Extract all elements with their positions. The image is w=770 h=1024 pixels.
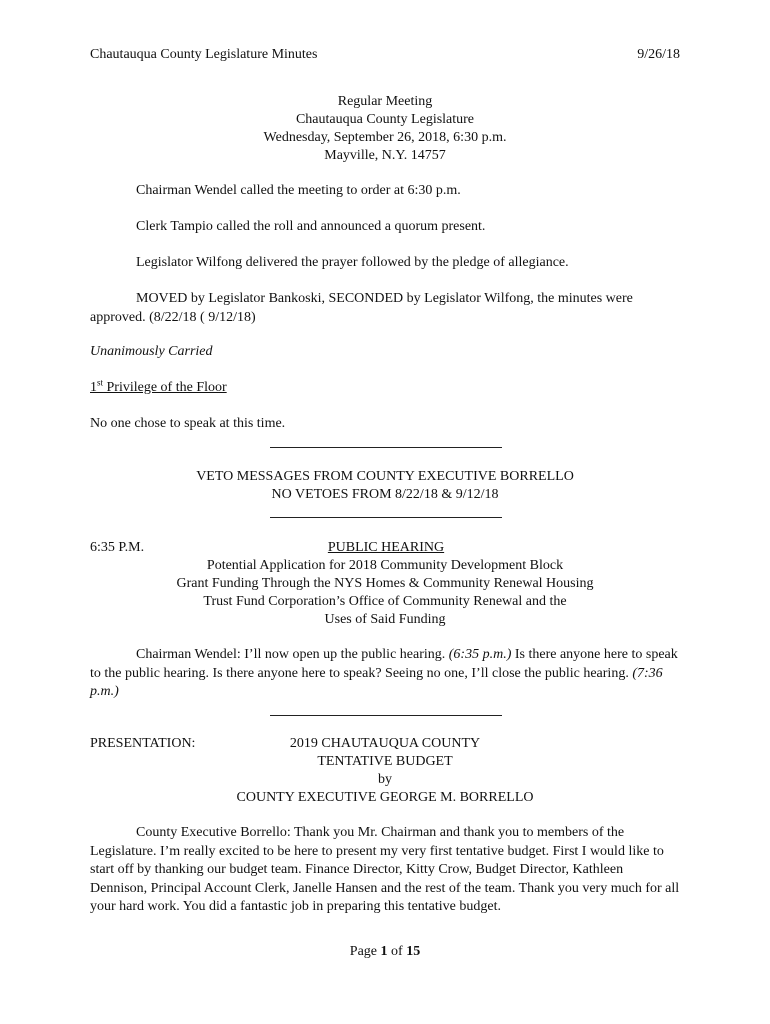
- veto-subheading: NO VETOES FROM 8/22/18 & 9/12/18: [271, 487, 499, 502]
- prayer-pledge: Legislator Wilfong delivered the prayer followed by the pledge of allegiance.: [136, 255, 569, 270]
- presentation-label: PRESENTATION:: [90, 736, 196, 751]
- hearing-subject-4: Uses of Said Funding: [324, 612, 446, 627]
- presentation-title-1: 2019 CHAUTAUQUA COUNTY: [289, 736, 481, 751]
- divider: [270, 715, 502, 716]
- hearing-close-text: Is there anyone here to speak to the public hearing. Is there anyone here to speak? Seeing no one, I’ll close the public hearing.: [90, 647, 678, 681]
- privilege-text: Privilege of the Floor: [103, 380, 227, 395]
- page-footer: [0, 943, 770, 961]
- privilege-number: 1: [90, 380, 97, 395]
- veto-heading: VETO MESSAGES FROM COUNTY EXECUTIVE BORRELLO: [196, 469, 574, 484]
- privilege-heading: [90, 379, 680, 398]
- no-one-spoke: No one chose to speak at this time.: [90, 416, 286, 431]
- header-title: Chautauqua County Legislature Minutes: [90, 47, 318, 62]
- call-to-order: Chairman Wendel called the meeting to order at 6:30 p.m.: [136, 183, 461, 198]
- carried-note: Unanimously Carried: [90, 344, 213, 359]
- body-name: Chautauqua County Legislature: [295, 112, 475, 127]
- presentation-title-2: TENTATIVE BUDGET: [317, 754, 453, 769]
- presentation-presenter: COUNTY EXECUTIVE GEORGE M. BORRELLO: [236, 790, 534, 805]
- footer-of-word: of: [391, 944, 403, 959]
- meeting-date: Wednesday, September 26, 2018, 6:30 p.m.: [263, 130, 507, 145]
- hearing-subject-2: Grant Funding Through the NYS Homes & Community Renewal Housing: [176, 576, 594, 591]
- presentation-by: by: [378, 772, 392, 787]
- privilege-ordinal: st: [97, 377, 104, 388]
- hearing-remarks: [90, 646, 680, 702]
- minutes-motion: MOVED by Legislator Bankoski, SECONDED by Legislator Wilfong, the minutes were approved. (8/22/18 ( 9/12/18): [90, 291, 633, 325]
- hearing-subject-3: Trust Fund Corporation’s Office of Community Renewal and the: [203, 594, 567, 609]
- footer-page-total: 15: [406, 944, 421, 959]
- footer-page-number: 1: [380, 944, 388, 959]
- divider: [270, 447, 502, 448]
- hearing-heading: PUBLIC HEARING: [327, 540, 445, 555]
- hearing-open-time: (6:35 p.m.): [448, 647, 512, 662]
- hearing-close-time: (7:36 p.m.): [90, 665, 663, 699]
- hearing-open-text: Chairman Wendel: I’ll now open up the public hearing.: [136, 647, 449, 662]
- divider: [270, 517, 502, 518]
- footer-page-word: Page: [349, 944, 378, 959]
- budget-remarks: County Executive Borrello: Thank you Mr. Chairman and thank you to members of the Legislature. I’m really excited to be here to present my very first tentative budget. First I would like to start off by thanking our budget team. Finance Director, Kitty Crow, Budget Director, Kathleen Dennison, Principal Account Clerk, Janelle Hansen and the rest of the team. Thank you very much for all your hard work. You did a fantastic job in preparing this tentative budget.: [90, 825, 680, 914]
- header-date: 9/26/18: [637, 47, 680, 62]
- hearing-time: 6:35 P.M.: [90, 540, 145, 555]
- roll-call: Clerk Tampio called the roll and announced a quorum present.: [136, 219, 486, 234]
- meeting-type: Regular Meeting: [337, 94, 433, 109]
- meeting-location: Mayville, N.Y. 14757: [324, 148, 446, 163]
- hearing-subject-1: Potential Application for 2018 Community Development Block: [206, 558, 564, 573]
